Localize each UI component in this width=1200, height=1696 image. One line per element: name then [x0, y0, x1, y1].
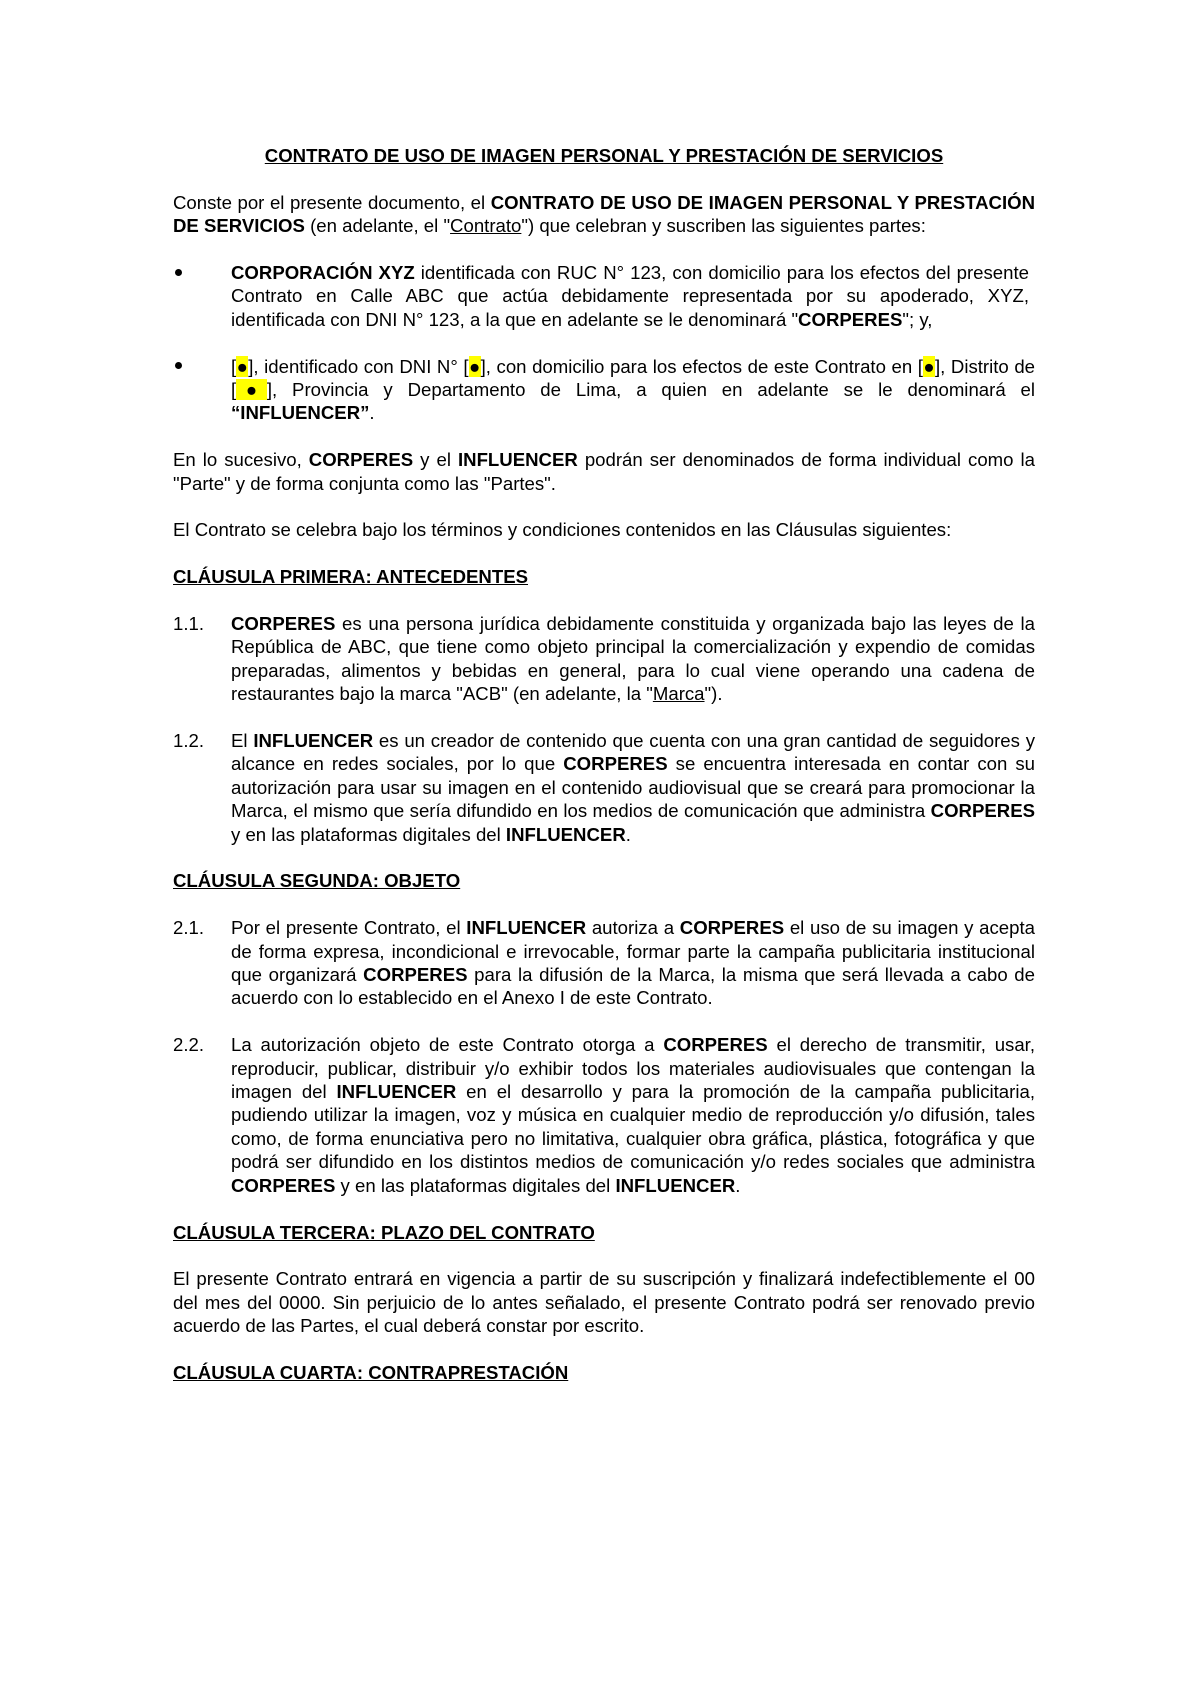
clause-number: 1.2.	[173, 730, 205, 752]
clause-item-text: El INFLUENCER es un creador de contenido que cuenta con una gran cantidad de seguidores y alcance en redes sociales, por lo que CORPERES se encuentra interesada en contar con su autorización para usar su imagen en el contenido audiovisual que se creará para promocionar la Marca, el mismo que sería difundido en los medios de comunicación que administra CORPERES y en las plataformas digitales del INFLUENCER.	[231, 730, 1036, 845]
placeholder-highlight: ●	[236, 355, 249, 377]
clause-item-text: Por el presente Contrato, el INFLUENCER autoriza a CORPERES el uso de su imagen y acepta de forma expresa, incondicional e irrevocable, formar parte la campaña publicitaria institucional que organizará CORPERES para la difusión de la Marca, la misma que será llevada a cabo de acuerdo con lo establecido en el Anexo I de este Contrato.	[231, 917, 1035, 1009]
intro-paragraph: Conste por el presente documento, el CONTRATO DE USO DE IMAGEN PERSONAL Y PRESTACIÓN DE SERVICIOS (en adelante, el "Contrato") que celebran y suscriben las siguientes partes:	[173, 191, 1036, 237]
clause-heading: CLÁUSULA TERCERA: PLAZO DEL CONTRATO	[173, 1221, 595, 1243]
placeholder-highlight: ●	[922, 355, 935, 377]
document-body	[173, 144, 1035, 1408]
clause-item	[173, 916, 1035, 1010]
document-title: CONTRATO DE USO DE IMAGEN PERSONAL Y PRESTACIÓN DE SERVICIOS	[264, 145, 944, 166]
bullet-icon	[173, 261, 231, 331]
clause-heading: CLÁUSULA SEGUNDA: OBJETO	[173, 870, 461, 892]
clause-item	[173, 729, 1035, 846]
parties-definition-paragraph: En lo sucesivo, CORPERES y el INFLUENCER podrán ser denominados de forma individual como la "Parte" y de forma conjunta como las "Partes".	[173, 449, 1035, 494]
clause-heading: CLÁUSULA PRIMERA: ANTECEDENTES	[173, 566, 529, 588]
placeholder-highlight: ●	[236, 379, 267, 401]
terms-paragraph: El Contrato se celebra bajo los términos y condiciones contenidos en las Cláusulas siguientes:	[173, 519, 952, 541]
clause-paragraph: El presente Contrato entrará en vigencia a partir de su suscripción y finalizará indefectiblemente el 00 del mes del 0000. Sin perjuicio de lo antes señalado, el presente Contrato podrá ser renovado previo acuerdo de las Partes, el cual deberá constar por escrito.	[173, 1268, 1035, 1337]
clause-item-text: La autorización objeto de este Contrato otorga a CORPERES el derecho de transmitir, usar, reproducir, publicar, distribuir y/o exhibir todos los materiales audiovisuales que contengan la imagen del INFLUENCER en el desarrollo y para la promoción de la campaña publicitaria, pudiendo utilizar la imagen, voz y música en cualquier medio de reproducción y/o difusión, tales como, de forma enunciativa pero no limitativa, cualquier obra gráfica, plástica, fotográfica y que podrá ser difundido en los distintos medios de comunicación y/o redes sociales que administra CORPERES y en las plataformas digitales del INFLUENCER.	[231, 1034, 1035, 1196]
clause-number: 1.1.	[173, 613, 205, 635]
bullet-icon	[173, 355, 231, 425]
party-item	[173, 355, 1035, 425]
placeholder-highlight: ●	[468, 355, 481, 377]
clause-item	[173, 1033, 1035, 1197]
clause-heading: CLÁUSULA CUARTA: CONTRAPRESTACIÓN	[173, 1361, 569, 1383]
party-text: CORPORACIÓN XYZ identificada con RUC N° 123, con domicilio para los efectos del presente Contrato en Calle ABC que actúa debidamente representada por su apoderado, XYZ, identificada con DNI N° 123, a la que en adelante se le denominará "CORPERES"; y,	[231, 262, 1029, 330]
party-text: [●], identificado con DNI N° [●], con domicilio para los efectos de este Contrato en [●], Distrito de [●], Provincia y Departamento de Lima, a quien en adelante se le denominará el “INFLUENCER”.	[231, 355, 1036, 424]
clause-item-text: CORPERES es una persona jurídica debidamente constituida y organizada bajo las leyes de la República de ABC, que tiene como objeto principal la comercialización y expendio de comidas preparadas, alimentos y bebidas en general, para lo cual viene operando una cadena de restaurantes bajo la marca "ACB" (en adelante, la "Marca").	[231, 613, 1035, 705]
clause-number: 2.2.	[173, 1034, 205, 1056]
clause-item	[173, 612, 1035, 706]
party-item	[173, 261, 1035, 331]
clause-number: 2.1.	[173, 917, 205, 939]
